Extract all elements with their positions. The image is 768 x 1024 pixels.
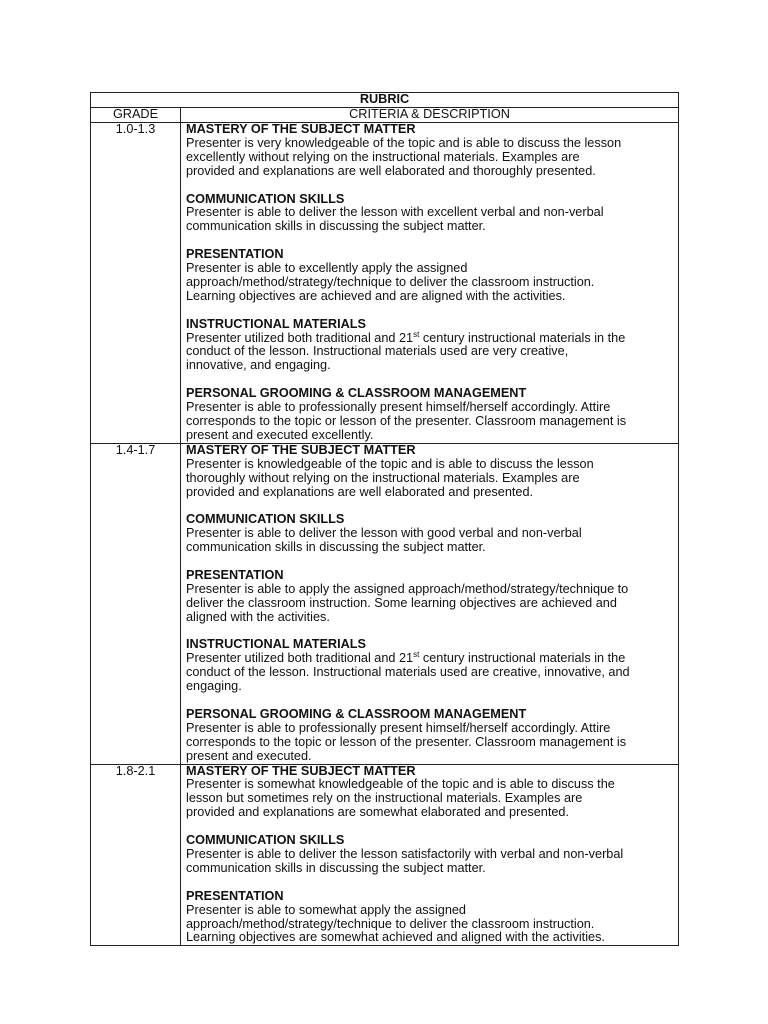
criterion-line: conduct of the lesson. Instructional materials used are creative, innovative, and bbox=[186, 665, 630, 680]
criterion-section bbox=[186, 248, 673, 304]
criterion-line bbox=[186, 329, 673, 346]
criterion-line: Presenter is able to apply the assigned approach/method/strategy/technique to bbox=[186, 581, 629, 596]
line-segment: century instructional materials in the bbox=[419, 651, 626, 666]
criterion-line: present and executed excellently. bbox=[186, 427, 374, 442]
criterion-line: Presenter is able to excellently apply the assigned bbox=[186, 261, 468, 276]
criterion-section bbox=[186, 193, 673, 235]
rubric-row bbox=[91, 123, 679, 444]
rubric-row bbox=[91, 443, 679, 764]
criterion-line: approach/method/strategy/technique to deliver the classroom instruction. bbox=[186, 274, 595, 289]
rubric-row bbox=[91, 764, 679, 946]
criterion-line: corresponds to the topic or lesson of the presenter. Classroom management is bbox=[186, 413, 627, 428]
criterion-line: Learning objectives are somewhat achieved and aligned with the activities. bbox=[186, 930, 605, 945]
criterion-line: Presenter is able to deliver the lesson satisfactorily with verbal and non-verbal bbox=[186, 846, 624, 861]
criterion-section bbox=[186, 638, 673, 694]
grade-cell: 1.4-1.7 bbox=[91, 443, 181, 764]
criterion-heading: COMMUNICATION SKILLS bbox=[186, 512, 345, 527]
title-row bbox=[91, 93, 679, 108]
criterion-heading: PERSONAL GROOMING & CLASSROOM MANAGEMENT bbox=[186, 386, 527, 401]
criterion-heading: PRESENTATION bbox=[186, 888, 284, 903]
criterion-section bbox=[186, 708, 673, 764]
grade-cell: 1.8-2.1 bbox=[91, 764, 181, 946]
criterion-line: Presenter is able to deliver the lesson with good verbal and non-verbal bbox=[186, 526, 582, 541]
criterion-line: deliver the classroom instruction. Some learning objectives are achieved and bbox=[186, 595, 617, 610]
criteria-cell bbox=[181, 443, 679, 764]
criterion-section bbox=[186, 765, 673, 821]
criterion-line bbox=[186, 652, 673, 666]
ordinal-superscript: st bbox=[413, 329, 420, 339]
criterion-line: present and executed. bbox=[186, 748, 312, 763]
criterion-line: Presenter is able to professionally present himself/herself accordingly. Attire bbox=[186, 720, 611, 735]
criterion-line: Presenter is able to deliver the lesson with excellent verbal and non-verbal bbox=[186, 205, 604, 220]
criterion-line: thoroughly without relying on the instructional materials. Examples are bbox=[186, 470, 580, 485]
criterion-line: engaging. bbox=[186, 679, 242, 694]
line-segment: Presenter utilized both traditional and 21 bbox=[186, 330, 414, 345]
criterion-line: communication skills in discussing the subject matter. bbox=[186, 540, 486, 555]
rubric-title: RUBRIC bbox=[91, 93, 679, 108]
rubric-table bbox=[90, 92, 679, 946]
criterion-heading: COMMUNICATION SKILLS bbox=[186, 191, 345, 206]
criterion-line: conduct of the lesson. Instructional materials used are very creative, bbox=[186, 344, 569, 359]
criterion-heading: INSTRUCTIONAL MATERIALS bbox=[186, 637, 366, 652]
criterion-heading: MASTERY OF THE SUBJECT MATTER bbox=[186, 122, 416, 136]
criterion-heading: MASTERY OF THE SUBJECT MATTER bbox=[186, 442, 416, 457]
criterion-line: Learning objectives are achieved and are aligned with the activities. bbox=[186, 288, 566, 303]
line-segment: century instructional materials in the bbox=[419, 330, 626, 345]
grade-header: GRADE bbox=[91, 108, 181, 123]
criterion-line: excellently without relying on the instructional materials. Examples are bbox=[186, 149, 580, 164]
ordinal-superscript: st bbox=[413, 650, 420, 660]
header-row bbox=[91, 108, 679, 123]
criterion-heading: PRESENTATION bbox=[186, 247, 284, 262]
criterion-section bbox=[186, 834, 673, 876]
criterion-heading: PRESENTATION bbox=[186, 567, 284, 582]
criterion-section bbox=[186, 513, 673, 555]
criterion-line: Presenter is able to professionally present himself/herself accordingly. Attire bbox=[186, 400, 611, 415]
criterion-line: Presenter is very knowledgeable of the topic and is able to discuss the lesson bbox=[186, 135, 622, 150]
criterion-heading: PERSONAL GROOMING & CLASSROOM MANAGEMENT bbox=[186, 706, 527, 721]
criterion-line: Presenter is knowledgeable of the topic and is able to discuss the lesson bbox=[186, 456, 594, 471]
criterion-line: Presenter is able to somewhat apply the assigned bbox=[186, 902, 466, 917]
criterion-line: provided and explanations are well elaborated and thoroughly presented. bbox=[186, 163, 596, 178]
rubric-body bbox=[91, 123, 679, 946]
criterion-heading: INSTRUCTIONAL MATERIALS bbox=[186, 316, 366, 331]
criteria-cell bbox=[181, 764, 679, 946]
criterion-section bbox=[186, 890, 673, 946]
criterion-line: approach/method/strategy/technique to deliver the classroom instruction. bbox=[186, 916, 595, 931]
criterion-line: Presenter is somewhat knowledgeable of the topic and is able to discuss the bbox=[186, 777, 615, 792]
criterion-heading: MASTERY OF THE SUBJECT MATTER bbox=[186, 763, 416, 778]
criterion-section bbox=[186, 387, 673, 443]
criterion-section bbox=[186, 444, 673, 500]
criterion-heading: COMMUNICATION SKILLS bbox=[186, 833, 345, 848]
criterion-line: communication skills in discussing the subject matter. bbox=[186, 860, 486, 875]
criteria-header: CRITERIA & DESCRIPTION bbox=[181, 108, 679, 123]
criterion-section bbox=[186, 569, 673, 625]
criterion-line: communication skills in discussing the subject matter. bbox=[186, 219, 486, 234]
criterion-line: aligned with the activities. bbox=[186, 609, 330, 624]
criterion-line: provided and explanations are well elaborated and presented. bbox=[186, 484, 534, 499]
criterion-section bbox=[186, 318, 673, 374]
criterion-line: corresponds to the topic or lesson of the presenter. Classroom management is bbox=[186, 734, 627, 749]
criterion-line: lesson but sometimes rely on the instructional materials. Examples are bbox=[186, 791, 583, 806]
criterion-section bbox=[186, 123, 673, 179]
grade-cell: 1.0-1.3 bbox=[91, 123, 181, 444]
criterion-line: innovative, and engaging. bbox=[186, 358, 331, 373]
criteria-cell bbox=[181, 123, 679, 444]
criterion-line: provided and explanations are somewhat elaborated and presented. bbox=[186, 805, 570, 820]
line-segment: Presenter utilized both traditional and 21 bbox=[186, 651, 414, 666]
